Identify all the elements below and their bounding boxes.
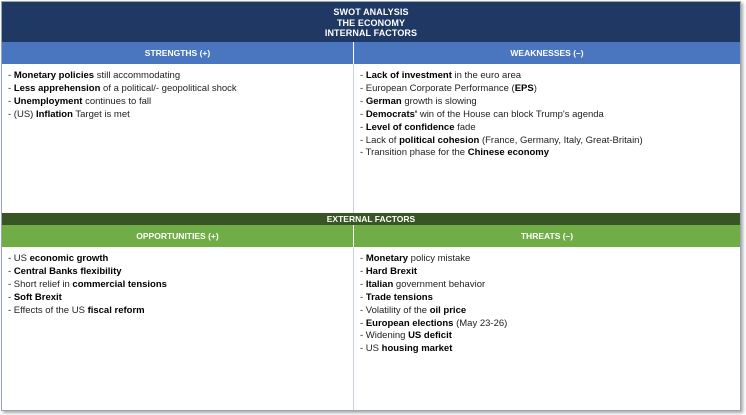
list-item — [360, 70, 734, 83]
list-item-text: ) — [533, 82, 537, 94]
list-item-text: - — [360, 95, 366, 107]
list-item — [8, 305, 347, 318]
threats-header: THREATS (–) — [354, 225, 740, 247]
list-item-keyword: oil price — [429, 304, 467, 316]
list-item-text: - — [360, 121, 366, 133]
list-item — [8, 83, 347, 96]
list-item-keyword: German — [365, 95, 402, 107]
list-item-keyword: housing market — [381, 343, 453, 355]
list-item-text: still accommodating — [94, 70, 181, 81]
list-item — [360, 83, 734, 96]
list-item-text: - US — [360, 343, 382, 355]
list-item-text: - — [360, 265, 366, 277]
list-item — [8, 266, 347, 279]
list-item-keyword: Chinese economy — [467, 147, 550, 159]
list-item-text: - — [360, 108, 366, 120]
list-item-keyword: Hard Brexit — [365, 265, 418, 277]
list-item — [360, 122, 734, 135]
internal-factors-label: INTERNAL FACTORS — [324, 28, 418, 38]
list-item-text: - Lack of — [360, 134, 400, 146]
list-item-keyword: Lack of investment — [365, 70, 452, 81]
list-item — [360, 343, 734, 356]
list-item-text: win of the House can block Trump's agenda — [417, 108, 604, 120]
list-item-keyword: Less apprehension — [13, 82, 101, 94]
list-item-text: - Widening — [360, 330, 409, 342]
list-item-text: - Volatility of the — [360, 304, 430, 316]
list-item-text: - — [360, 278, 366, 290]
swot-table — [1, 1, 741, 411]
list-item — [360, 96, 734, 109]
list-item — [360, 266, 734, 279]
opportunities-list — [2, 247, 353, 410]
list-item-text: - — [360, 253, 366, 264]
list-item — [8, 279, 347, 292]
list-item-text: of a political/- geopolitical shock — [100, 82, 237, 94]
list-item — [360, 305, 734, 318]
list-item-text: - — [360, 291, 366, 303]
strengths-header: STRENGTHS (+) — [2, 42, 353, 64]
list-item-keyword: Trade tensions — [365, 291, 433, 303]
list-item — [8, 109, 347, 122]
list-item-keyword: Monetary policies — [13, 70, 95, 81]
list-item — [8, 292, 347, 305]
external-factors-label: EXTERNAL FACTORS — [2, 213, 740, 225]
strengths-list — [2, 64, 353, 213]
weaknesses-header: WEAKNESSES (–) — [354, 42, 740, 64]
list-item-keyword: Monetary — [365, 253, 409, 264]
list-item-keyword: commercial tensions — [72, 278, 167, 290]
list-item-keyword: Unemployment — [13, 95, 83, 107]
list-item-keyword: Inflation — [35, 108, 73, 120]
list-item-keyword: economic growth — [29, 253, 109, 264]
list-item-text: - — [8, 70, 14, 81]
list-item-text: (France, Germany, Italy, Great-Britain) — [479, 134, 643, 146]
list-item — [360, 253, 734, 266]
list-item-keyword: political cohesion — [399, 134, 480, 146]
list-item-text: - — [8, 95, 14, 107]
list-item — [360, 318, 734, 331]
list-item-text: - European Corporate Performance ( — [360, 82, 515, 94]
list-item — [360, 147, 734, 160]
list-item-text: - — [8, 291, 14, 303]
list-item-keyword: US deficit — [408, 330, 452, 342]
list-item-text: - (US) — [8, 108, 36, 120]
list-item-text: - — [360, 317, 366, 329]
list-item — [8, 96, 347, 109]
list-item-text: - — [8, 82, 14, 94]
list-item-keyword: Italian — [365, 278, 394, 290]
list-item-text: in the euro area — [451, 70, 522, 81]
list-item-text: - US — [8, 253, 30, 264]
list-item-text: - Short relief in — [8, 278, 73, 290]
list-item-text: government behavior — [393, 278, 486, 290]
list-item-keyword: fiscal reform — [87, 304, 145, 316]
weaknesses-list — [354, 64, 740, 213]
list-item-keyword: Soft Brexit — [13, 291, 62, 303]
list-item — [8, 70, 347, 83]
list-item — [360, 330, 734, 343]
swot-title-banner — [2, 2, 740, 42]
list-item-text: - Effects of the US — [8, 304, 88, 316]
list-item-text: continues to fall — [82, 95, 152, 107]
list-item-keyword: Central Banks flexibility — [13, 265, 122, 277]
swot-subtitle: THE ECONOMY — [336, 17, 406, 28]
list-item-text: policy mistake — [408, 253, 471, 264]
list-item-keyword: European elections — [365, 317, 454, 329]
list-item-text: fade — [454, 121, 476, 133]
threats-list — [354, 247, 740, 410]
list-item — [360, 109, 734, 122]
swot-title: SWOT ANALYSIS — [333, 7, 409, 17]
list-item-text: (May 23-26) — [453, 317, 508, 329]
list-item-keyword: Democrats' — [365, 108, 418, 120]
list-item-text: - — [360, 70, 366, 81]
list-item-text: - — [8, 265, 14, 277]
list-item-keyword: Level of confidence — [365, 121, 455, 133]
list-item-text: - Transition phase for the — [360, 147, 468, 159]
list-item — [8, 253, 347, 266]
list-item-text: growth is slowing — [401, 95, 477, 107]
list-item-keyword: EPS — [514, 82, 534, 94]
list-item — [360, 279, 734, 292]
list-item-text: Target is met — [72, 108, 130, 120]
opportunities-header: OPPORTUNITIES (+) — [2, 225, 353, 247]
list-item — [360, 135, 734, 148]
list-item — [360, 292, 734, 305]
